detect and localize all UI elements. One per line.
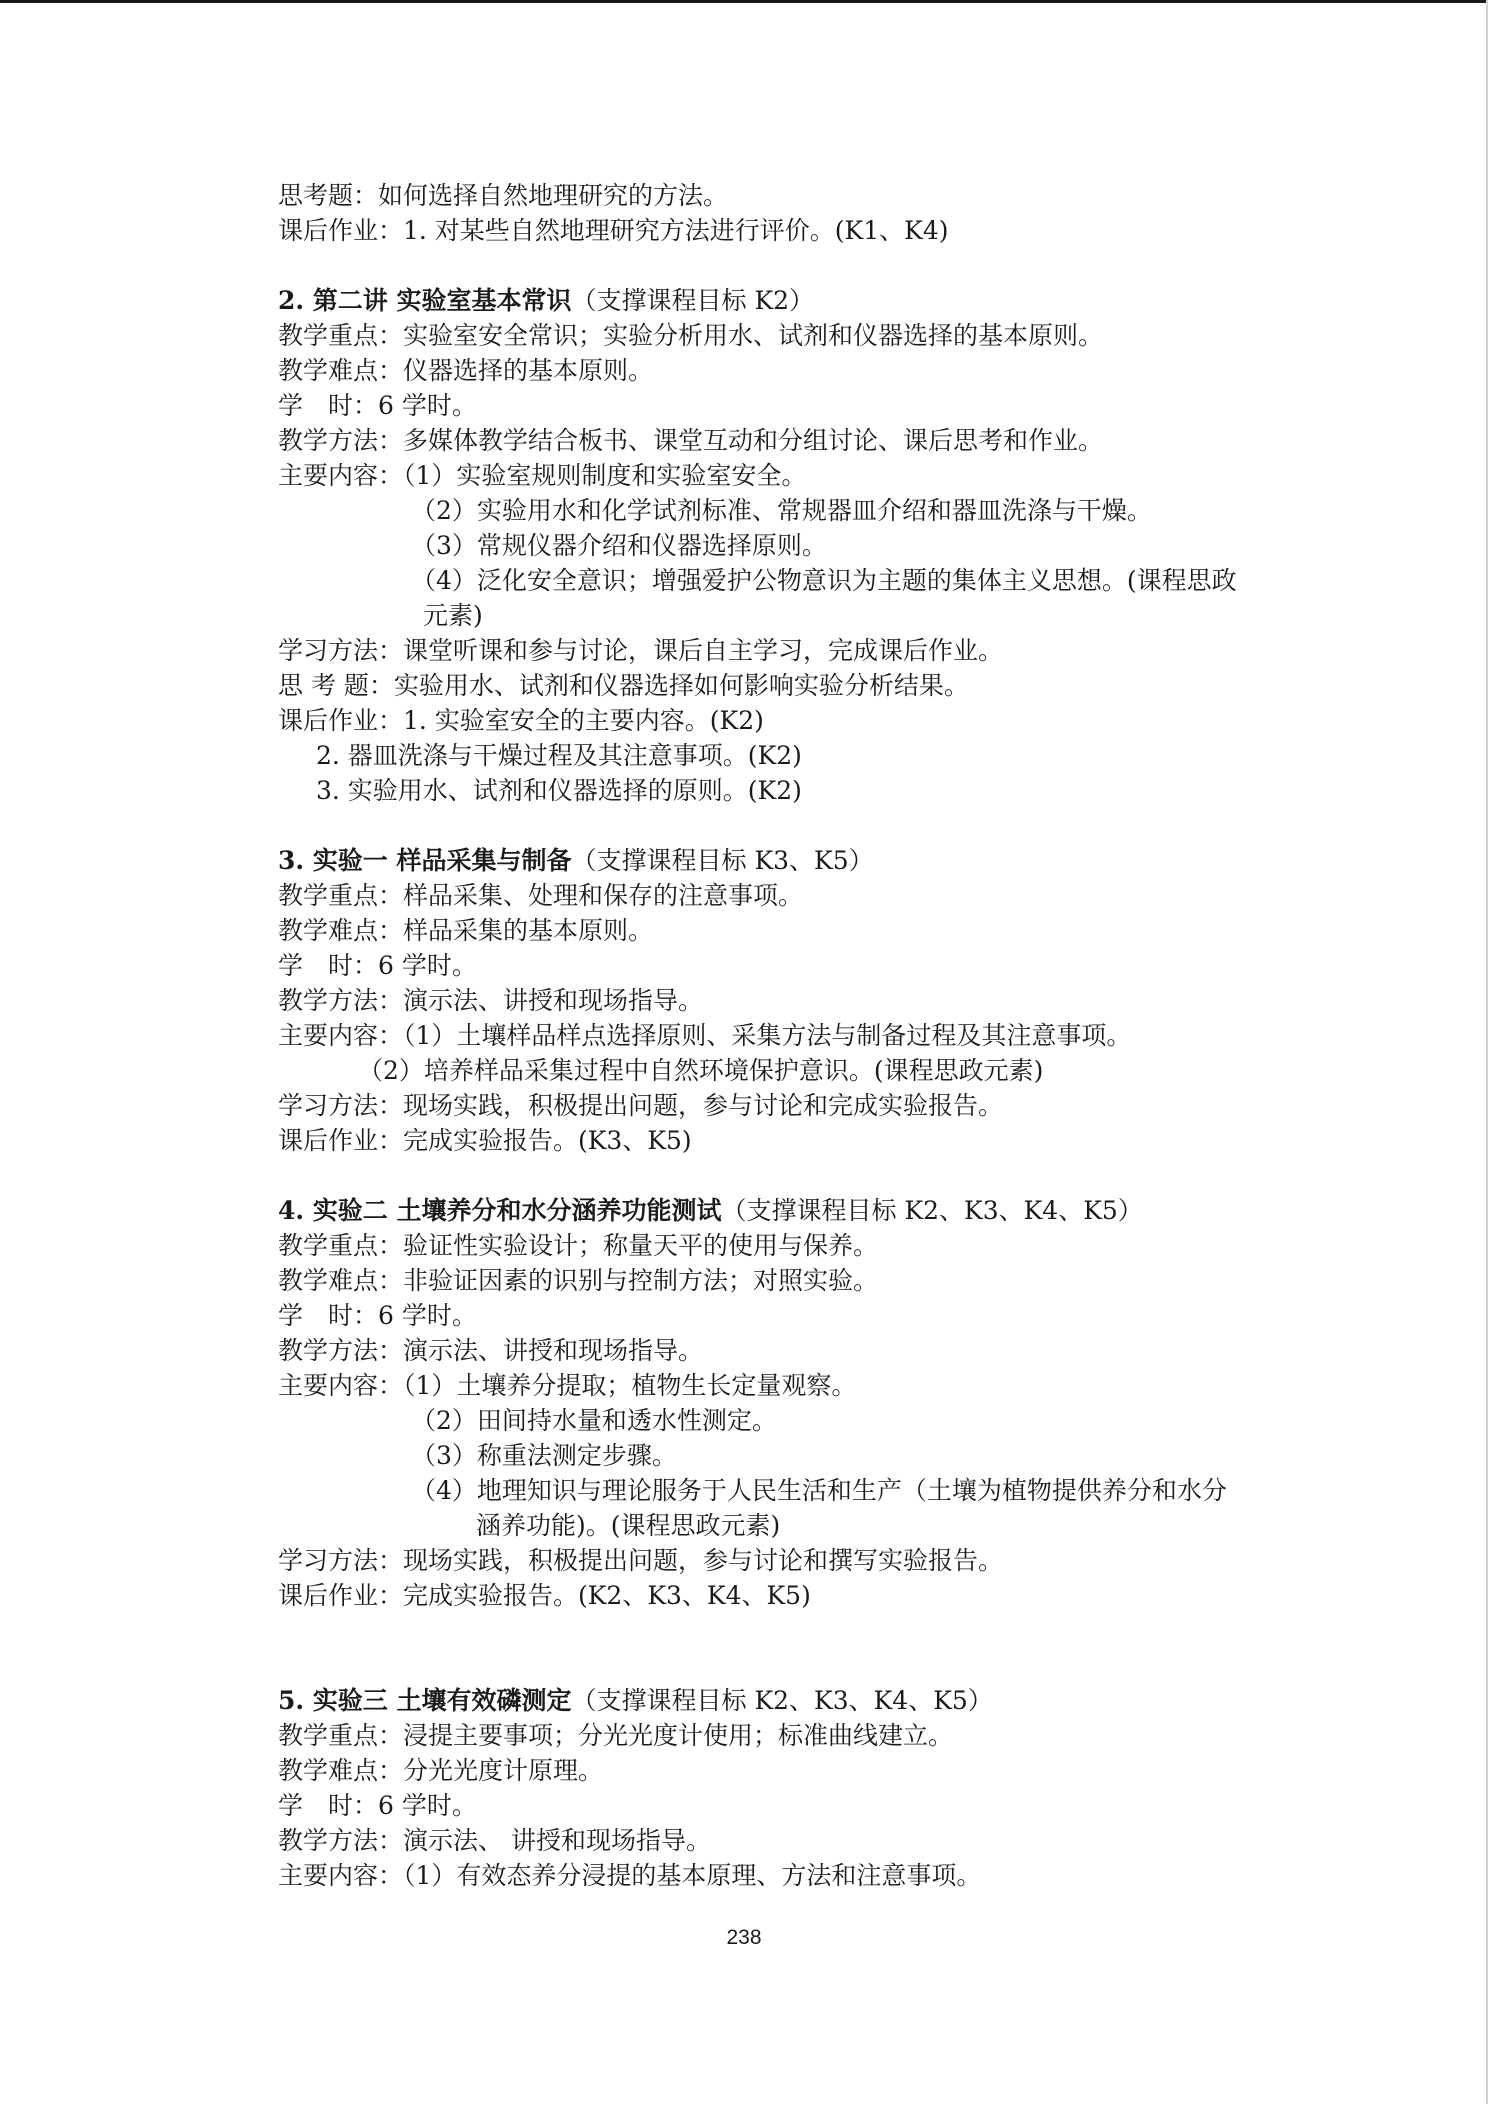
main-content: 主要内容：（1）土壤样品样点选择原则、采集方法与制备过程及其注意事项。: [278, 1021, 1132, 1050]
difficulties: 教学难点：仪器选择的基本原则。: [278, 356, 654, 385]
key-points: 教学重点：样品采集、处理和保存的注意事项。: [278, 881, 804, 910]
main-content: 主要内容：（1）实验室规则制度和实验室安全。: [278, 461, 807, 490]
main-content: 主要内容：（1）土壤养分提取；植物生长定量观察。: [278, 1371, 857, 1400]
difficulties: 教学难点：非验证因素的识别与控制方法；对照实验。: [278, 1266, 879, 1295]
homework: 课后作业：完成实验报告。(K2、K3、K4、K5): [278, 1581, 811, 1610]
teaching-method: 教学方法：演示法、讲授和现场指导。: [278, 986, 704, 1015]
homework-item: 2. 器皿洗涤与干燥过程及其注意事项。(K2): [316, 741, 802, 770]
homework: 课后作业：1. 实验室安全的主要内容。(K2): [278, 706, 764, 735]
section-title: 4. 实验二 土壤养分和水分涵养功能测试: [278, 1196, 722, 1225]
section-heading: [278, 1193, 1278, 1228]
section-title: 5. 实验三 土壤有效磷测定: [278, 1686, 572, 1715]
key-points: 教学重点：验证性实验设计；称量天平的使用与保养。: [278, 1231, 879, 1260]
homework: 课后作业：1. 对某些自然地理研究方法进行评价。(K1、K4): [278, 216, 949, 245]
teaching-method: 教学方法：演示法、 讲授和现场指导。: [278, 1826, 711, 1855]
page-number: 238: [726, 1926, 762, 1949]
learning-method: 学习方法：现场实践，积极提出问题，参与讨论和完成实验报告。: [278, 1091, 1004, 1120]
section-title: 3. 实验一 样品采集与制备: [278, 846, 572, 875]
learning-method: 学习方法：课堂听课和参与讨论，课后自主学习，完成课后作业。: [278, 636, 1004, 665]
main-content-item: （4）泛化安全意识；增强爱护公物意识为主题的集体主义思想。(课程思政: [411, 566, 1237, 595]
key-points: 教学重点：实验室安全常识；实验分析用水、试剂和仪器选择的基本原则。: [278, 321, 1104, 350]
main-content: 主要内容：（1）有效态养分浸提的基本原理、方法和注意事项。: [278, 1861, 982, 1890]
class-hours: 学 时：6 学时。: [278, 951, 477, 980]
teaching-method: 教学方法：演示法、讲授和现场指导。: [278, 1336, 704, 1365]
main-content-item: （3）称重法测定步骤。: [411, 1441, 677, 1470]
section-support: （支撑课程目标 K2、K3、K4、K5）: [571, 1686, 993, 1715]
section-heading: [278, 843, 1278, 878]
homework-item: 3. 实验用水、试剂和仪器选择的原则。(K2): [316, 776, 802, 805]
page-top-border: [0, 0, 1488, 3]
thinking-question: 思 考 题：实验用水、试剂和仪器选择如何影响实验分析结果。: [278, 671, 969, 700]
section-support: （支撑课程目标 K2、K3、K4、K5）: [721, 1196, 1143, 1225]
section-support: （支撑课程目标 K2）: [571, 286, 815, 315]
thinking-question: 思考题：如何选择自然地理研究的方法。: [278, 181, 729, 210]
teaching-method: 教学方法：多媒体教学结合板书、课堂互动和分组讨论、课后思考和作业。: [278, 426, 1104, 455]
main-content-wrap: 元素): [423, 601, 483, 630]
difficulties: 教学难点：样品采集的基本原则。: [278, 916, 654, 945]
homework: 课后作业：完成实验报告。(K3、K5): [278, 1126, 692, 1155]
main-content-item: （2）田间持水量和透水性测定。: [411, 1406, 777, 1435]
key-points: 教学重点：浸提主要事项；分光光度计使用；标准曲线建立。: [278, 1721, 954, 1750]
main-content-item: （2）培养样品采集过程中自然环境保护意识。(课程思政元素): [358, 1056, 1044, 1085]
class-hours: 学 时：6 学时。: [278, 1301, 477, 1330]
section-heading: [278, 1683, 1278, 1718]
class-hours: 学 时：6 学时。: [278, 391, 477, 420]
class-hours: 学 时：6 学时。: [278, 1791, 477, 1820]
document-body: [278, 178, 1278, 1893]
main-content-item: （4）地理知识与理论服务于人民生活和生产（土壤为植物提供养分和水分: [411, 1476, 1227, 1505]
main-content-item: （3）常规仪器介绍和仪器选择原则。: [411, 531, 827, 560]
learning-method: 学习方法：现场实践，积极提出问题，参与讨论和撰写实验报告。: [278, 1546, 1004, 1575]
section-heading: [278, 283, 1278, 318]
main-content-item: （2）实验用水和化学试剂标准、常规器皿介绍和器皿洗涤与干燥。: [411, 496, 1152, 525]
section-support: （支撑课程目标 K3、K5）: [571, 846, 874, 875]
main-content-wrap: 涵养功能)。(课程思政元素): [476, 1511, 781, 1540]
section-title: 2. 第二讲 实验室基本常识: [278, 286, 572, 315]
difficulties: 教学难点：分光光度计原理。: [278, 1756, 604, 1785]
